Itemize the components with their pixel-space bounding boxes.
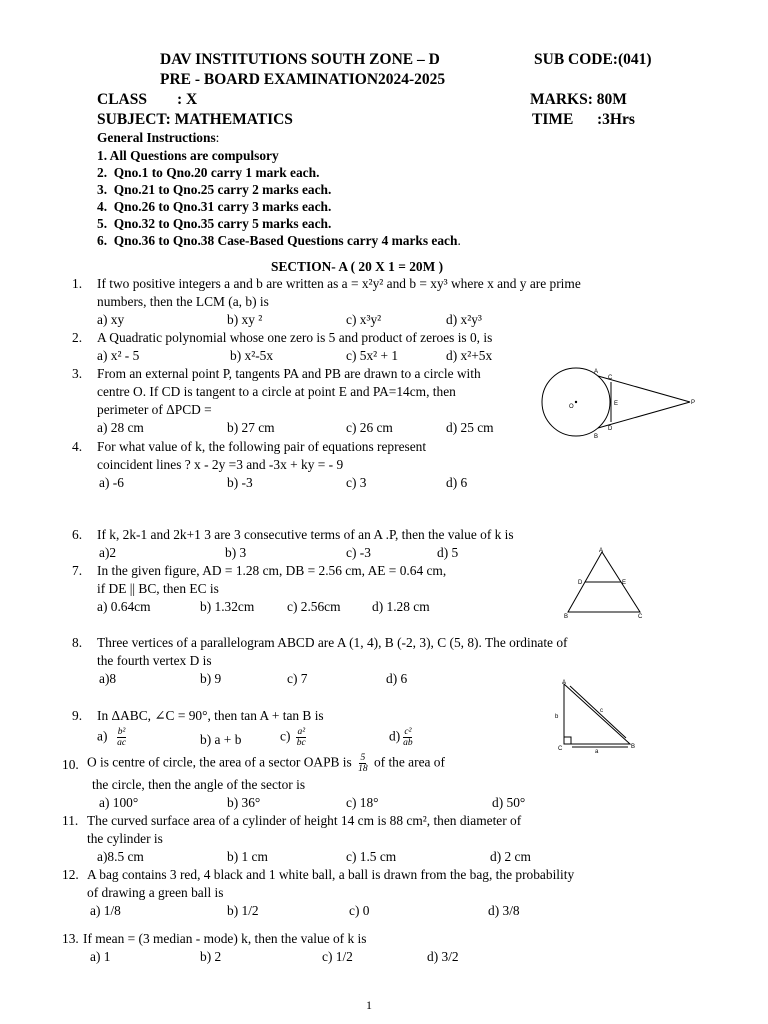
instruction-item: 2. Qno.1 to Qno.20 carry 1 mark each. xyxy=(97,165,320,180)
label-a: A xyxy=(599,548,604,554)
tangent-circle-figure xyxy=(540,364,700,444)
question-text: If mean = (3 median - mode) k, then the value of k is xyxy=(83,931,367,946)
option-d: d) x²y³ xyxy=(446,312,482,327)
question-text: A bag contains 3 red, 4 black and 1 white ball, a ball is drawn from the bag, the probability xyxy=(87,867,575,882)
option-a: a) 0.64cm xyxy=(97,599,151,614)
instruction-item: 6. Qno.36 to Qno.38 Case-Based Questions carry 4 marks each. xyxy=(97,233,461,248)
option-c: c) 18° xyxy=(346,795,379,810)
subject-code: SUB CODE:(041) xyxy=(534,51,652,68)
option-c: c) 2.56cm xyxy=(287,599,341,614)
label-c: C xyxy=(638,614,643,619)
marks: MARKS: 80M xyxy=(530,91,627,108)
time-value: :3Hrs xyxy=(597,111,635,128)
question-text: A Quadratic polynomial whose one zero is 5 and product of zeroes is 0, is xyxy=(97,330,493,345)
option-a: a)8 xyxy=(99,671,117,686)
question-text: If k, 2k-1 and 2k+1 3 are 3 consecutive terms of an A .P, then the value of k is xyxy=(97,527,514,542)
option-d: d) 1.28 cm xyxy=(372,599,430,614)
instruction-item: 3. Qno.21 to Qno.25 carry 2 marks each. xyxy=(97,182,332,197)
instruction-item: 1. All Questions are compulsory xyxy=(97,148,279,163)
option-c: c) 0 xyxy=(349,903,370,918)
label-p: P xyxy=(691,400,696,406)
question-text: For what value of k, the following pair of equations represent xyxy=(97,439,427,454)
option-b: b) 1 cm xyxy=(227,849,268,864)
option-d: d) 25 cm xyxy=(446,420,494,435)
question-number: 9. xyxy=(72,708,83,723)
option-c: c) 1/2 xyxy=(322,949,353,964)
option-c: c) $\frac{\text{a²}}{bc}$ xyxy=(280,727,306,748)
question-number: 11. xyxy=(62,813,79,828)
option-a: a)8.5 cm xyxy=(97,849,144,864)
label-b: B xyxy=(564,614,569,619)
option-a: a) xy xyxy=(97,312,125,327)
instruction-item: 4. Qno.26 to Qno.31 carry 3 marks each. xyxy=(97,199,332,214)
section-title: SECTION- A ( 20 X 1 = 20M ) xyxy=(271,259,444,274)
option-d: d) 5 xyxy=(437,545,459,560)
label-e: E xyxy=(622,580,627,586)
instructions-heading: General Instructions: xyxy=(97,130,220,145)
question-text: In the given figure, AD = 1.28 cm, DB = 2.56 cm, AE = 0.64 cm, xyxy=(97,563,447,578)
option-d: d) 50° xyxy=(492,795,526,810)
option-b: b) 36° xyxy=(227,795,261,810)
institution-name: DAV INSTITUTIONS SOUTH ZONE – D xyxy=(160,51,440,68)
option-a: a) $\frac{\text{b²}}{ac}$ xyxy=(97,727,127,748)
option-a: a) 28 cm xyxy=(97,420,144,435)
label-a: A xyxy=(594,369,599,375)
question-text: From an external point P, tangents PA and PB are drawn to a circle with xyxy=(97,366,481,381)
label-e: E xyxy=(614,401,619,407)
class-label: CLASS xyxy=(97,91,147,108)
question-number: 10. xyxy=(62,757,79,772)
label-b: B xyxy=(631,744,636,750)
option-a: a) 1 xyxy=(90,949,111,964)
label-d: D xyxy=(578,580,583,586)
question-text: In ΔABC, ∠C = 90°, then tan A + tan B is xyxy=(97,708,324,723)
instruction-item: 5. Qno.32 to Qno.35 carry 5 marks each. xyxy=(97,216,332,231)
option-a: a)2 xyxy=(99,545,117,560)
question-text: the cylinder is xyxy=(87,831,163,846)
question-text: of drawing a green ball is xyxy=(87,885,224,900)
option-c: c) x³y² xyxy=(346,312,382,327)
option-c: c) 26 cm xyxy=(346,420,393,435)
label-b-side: b xyxy=(555,714,559,720)
option-c: c) 1.5 cm xyxy=(346,849,397,864)
option-b: b) 1.32cm xyxy=(200,599,255,614)
page-number: 1 xyxy=(366,998,372,1012)
option-c: c) 5x² + 1 xyxy=(346,348,399,363)
question-text: Three vertices of a parallelogram ABCD are A (1, 4), B (-2, 3), C (5, 8). The ordinate of xyxy=(97,635,568,650)
question-text: numbers, then the LCM (a, b) is xyxy=(97,294,269,309)
option-d: d) x²+5x xyxy=(446,348,493,363)
label-b: B xyxy=(594,434,599,440)
option-c: c) 3 xyxy=(346,475,367,490)
option-a: a) -6 xyxy=(99,475,124,490)
label-c: C xyxy=(558,746,563,752)
option-d: d) 6 xyxy=(446,475,468,490)
option-b: b) 3 xyxy=(225,545,247,560)
option-c: c) -3 xyxy=(346,545,371,560)
question-text: If two positive integers a and b are written as a = x²y² and b = xy³ where x and y are prime xyxy=(97,276,581,291)
question-number: 4. xyxy=(72,439,83,454)
exam-title: PRE - BOARD EXAMINATION2024-2025 xyxy=(160,71,446,88)
option-b: b) a + b xyxy=(200,732,242,747)
label-a-side: a xyxy=(595,749,599,755)
question-text: centre O. If CD is tangent to a circle at point E and PA=14cm, then xyxy=(97,384,456,399)
parallel-triangle-figure xyxy=(558,544,648,619)
question-text: The curved surface area of a cylinder of height 14 cm is 88 cm², then diameter of xyxy=(87,813,522,828)
option-d: d) 3/8 xyxy=(488,903,520,918)
option-a: a) 100° xyxy=(99,795,139,810)
option-b: b) x²-5x xyxy=(230,348,274,363)
subject: SUBJECT: MATHEMATICS xyxy=(97,111,293,128)
question-text: O is centre of circle, the area of a sector OAPB is $\frac{5}{18}$ of the area of xyxy=(87,753,445,774)
label-c: C xyxy=(608,375,613,381)
label-a: A xyxy=(562,680,567,686)
question-text: the circle, then the angle of the sector is xyxy=(92,777,306,792)
option-b: b) 1/2 xyxy=(227,903,259,918)
option-b: b) 2 xyxy=(200,949,222,964)
question-number: 12. xyxy=(62,867,79,882)
option-a: a) x² - 5 xyxy=(97,348,140,363)
question-text: if DE || BC, then EC is xyxy=(97,581,219,596)
option-a: a) 1/8 xyxy=(90,903,121,918)
question-number: 1. xyxy=(72,276,83,291)
option-b: b) 27 cm xyxy=(227,420,275,435)
option-d: d) 3/2 xyxy=(427,949,459,964)
question-text: perimeter of ΔPCD = xyxy=(97,402,212,417)
right-triangle-figure xyxy=(552,676,652,756)
question-number: 6. xyxy=(72,527,83,542)
question-number: 8. xyxy=(72,635,83,650)
question-text: the fourth vertex D is xyxy=(97,653,212,668)
option-d: d) 6 xyxy=(386,671,408,686)
option-d: d) 2 cm xyxy=(490,849,531,864)
question-number: 7. xyxy=(72,563,83,578)
label-d: D xyxy=(608,426,613,432)
label-c-side: c xyxy=(600,708,603,714)
question-number: 13. xyxy=(62,931,79,946)
option-b: b) xy ² xyxy=(227,312,263,327)
question-number: 2. xyxy=(72,330,83,345)
option-c: c) 7 xyxy=(287,671,308,686)
option-d: d) $\frac{\text{c²}}{ab}$ xyxy=(389,727,413,748)
label-o: O xyxy=(569,404,574,410)
question-text: coincident lines ? x - 2y =3 and -3x + ky = - 9 xyxy=(97,457,344,472)
option-b: b) -3 xyxy=(227,475,253,490)
class-value: : X xyxy=(177,91,198,108)
option-b: b) 9 xyxy=(200,671,222,686)
time-label: TIME xyxy=(532,111,574,128)
question-number: 3. xyxy=(72,366,83,381)
